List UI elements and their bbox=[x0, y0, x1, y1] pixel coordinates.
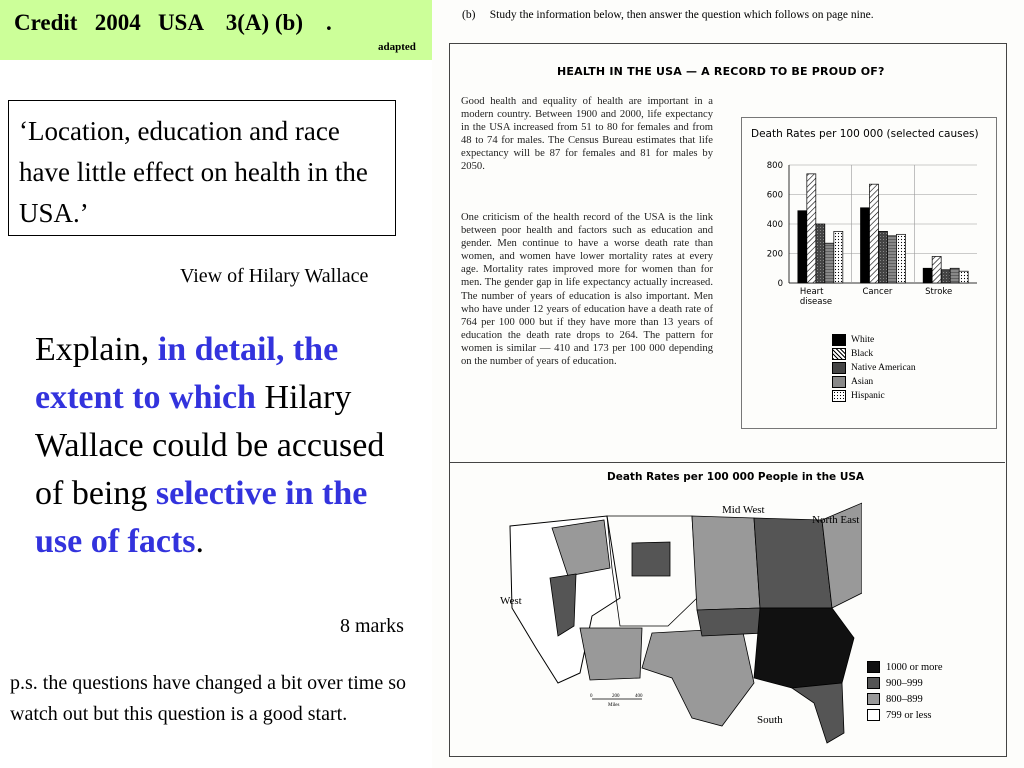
bar-hispanic bbox=[897, 234, 906, 283]
map-state-texas bbox=[642, 628, 754, 726]
legend-swatch bbox=[832, 390, 846, 402]
question-text bbox=[35, 326, 415, 566]
legend-item bbox=[832, 375, 916, 389]
legend-label: Black bbox=[851, 349, 874, 359]
scanned-exam-page bbox=[432, 0, 1024, 768]
question-highlight-selective: selective in the use of facts bbox=[35, 475, 368, 560]
scan-header: (b) Study the information below, then answer the question which follows on page nine. bbox=[462, 9, 874, 21]
legend-swatch bbox=[832, 334, 846, 346]
map-scale bbox=[590, 693, 650, 715]
bar-chart-legend bbox=[832, 333, 916, 403]
legend-label: Native American bbox=[851, 363, 916, 373]
bar-white bbox=[861, 208, 870, 283]
bar-asian bbox=[825, 243, 834, 283]
bar-native-american bbox=[816, 224, 825, 283]
y-tick-label: 0 bbox=[777, 279, 783, 289]
ps-note: p.s. the questions have changed a bit over time so watch out but this question is a good start. bbox=[10, 672, 407, 725]
category-label: disease bbox=[799, 297, 833, 307]
question-highlight-detail: in detail bbox=[157, 331, 276, 368]
map-legend-label: 800–899 bbox=[886, 693, 923, 705]
scale-unit: Miles bbox=[608, 703, 620, 708]
legend-swatch bbox=[832, 348, 846, 360]
bar-chart bbox=[741, 145, 995, 320]
map-legend bbox=[867, 659, 943, 723]
question-part-4: Hilary Wallace could be accused of being bbox=[35, 379, 385, 512]
map-state-wyoming bbox=[632, 542, 670, 576]
legend-item bbox=[832, 333, 916, 347]
legend-label: Asian bbox=[851, 377, 874, 387]
bar-hispanic bbox=[959, 271, 968, 283]
bar-white bbox=[923, 268, 932, 283]
legend-label: White bbox=[851, 335, 875, 345]
bar-black bbox=[870, 184, 879, 283]
scan-title: HEALTH IN THE USA — A RECORD TO BE PROUD OF? bbox=[557, 65, 885, 78]
legend-item bbox=[832, 389, 916, 403]
map-legend-item bbox=[867, 707, 943, 723]
legend-item bbox=[832, 347, 916, 361]
y-tick-label: 600 bbox=[766, 190, 783, 201]
map-state-florida bbox=[792, 683, 844, 743]
map-state-arizona bbox=[580, 628, 642, 680]
scale-tick-200: 200 bbox=[612, 694, 620, 699]
legend-swatch bbox=[832, 376, 846, 388]
map-title: Death Rates per 100 000 People in the USA bbox=[607, 471, 865, 483]
scale-tick-0: 0 bbox=[590, 694, 593, 699]
bar-black bbox=[807, 174, 816, 283]
question-highlight-extent: , the extent to which bbox=[35, 331, 339, 416]
scan-divider bbox=[449, 462, 1005, 463]
bar-asian bbox=[950, 268, 959, 283]
adapted-note: adapted bbox=[378, 41, 416, 53]
map-legend-item bbox=[867, 691, 943, 707]
bar-white bbox=[798, 211, 807, 283]
question-part-1: Explain, bbox=[35, 331, 158, 368]
scan-paragraph-1: Good health and equality of health are important in a modern country. Between 1900 and 2000, life expectancy in the USA increased from 51 to 80 for females and from 48 to 74 for males. The Census Bureau estimates that life expectancy will be 87 for females and 81 for males by 2050. bbox=[461, 96, 713, 173]
bar-hispanic bbox=[834, 231, 843, 283]
bar-asian bbox=[888, 236, 897, 283]
y-tick-label: 400 bbox=[766, 220, 783, 230]
legend-swatch bbox=[832, 362, 846, 374]
bar-black bbox=[932, 256, 941, 283]
category-label: Cancer bbox=[862, 287, 893, 297]
scan-paragraph-2: One criticism of the health record of the USA is the link between poor health and factors such as education and gender. Men continue to have a worse death rate than women, and women have lower mortality rates at every age. Mortality rates improved more for women than for men. The gender gap in life expectancy actually increased. The number of years of education is also important. Men who have under 12 years of education have a death rate of 764 per 100 000 but if they have more than 13 years of education the death rate drops to 264. The pattern for women is similar — 410 and 173 per 100 000 depending on the number of years of education. bbox=[461, 212, 713, 368]
quote-attribution: View of Hilary Wallace bbox=[180, 265, 369, 287]
category-label: Heart bbox=[799, 287, 824, 297]
legend-label: Hispanic bbox=[851, 391, 885, 401]
bar-chart-title: Death Rates per 100 000 (selected causes) bbox=[751, 128, 979, 140]
map-legend-label: 799 or less bbox=[886, 709, 932, 721]
map-state-oklahoma bbox=[697, 608, 764, 636]
credit-heading: Credit 2004 USA 3(A) (b) . bbox=[14, 10, 332, 35]
category-label: Stroke bbox=[925, 287, 953, 297]
region-label-west: West bbox=[500, 595, 522, 607]
map-legend-swatch bbox=[867, 677, 880, 689]
map-region-south bbox=[754, 608, 854, 688]
map-legend-item bbox=[867, 675, 943, 691]
map-legend-label: 1000 or more bbox=[886, 661, 943, 673]
map-legend-label: 900–999 bbox=[886, 677, 923, 689]
legend-item bbox=[832, 361, 916, 375]
region-label-south: South bbox=[757, 714, 783, 726]
marks-label: 8 marks bbox=[340, 615, 404, 637]
region-label-midwest: Mid West bbox=[722, 504, 765, 516]
usa-map bbox=[492, 498, 862, 753]
question-part-6: . bbox=[195, 523, 205, 560]
bar-native-american bbox=[941, 270, 950, 283]
map-legend-swatch bbox=[867, 709, 880, 721]
map-legend-item bbox=[867, 659, 943, 675]
quote-box bbox=[8, 100, 396, 236]
map-legend-swatch bbox=[867, 661, 880, 673]
map-legend-swatch bbox=[867, 693, 880, 705]
y-tick-label: 200 bbox=[766, 249, 783, 260]
map-region-plains bbox=[692, 516, 760, 610]
scale-tick-400: 400 bbox=[635, 694, 643, 699]
y-tick-label: 800 bbox=[766, 161, 783, 171]
map-region-midwest bbox=[754, 518, 832, 608]
bar-native-american bbox=[879, 231, 888, 283]
region-label-northeast: North East bbox=[812, 514, 860, 526]
quote-text: ‘Location, education and race have little effect on health in the USA.’ bbox=[19, 116, 368, 228]
